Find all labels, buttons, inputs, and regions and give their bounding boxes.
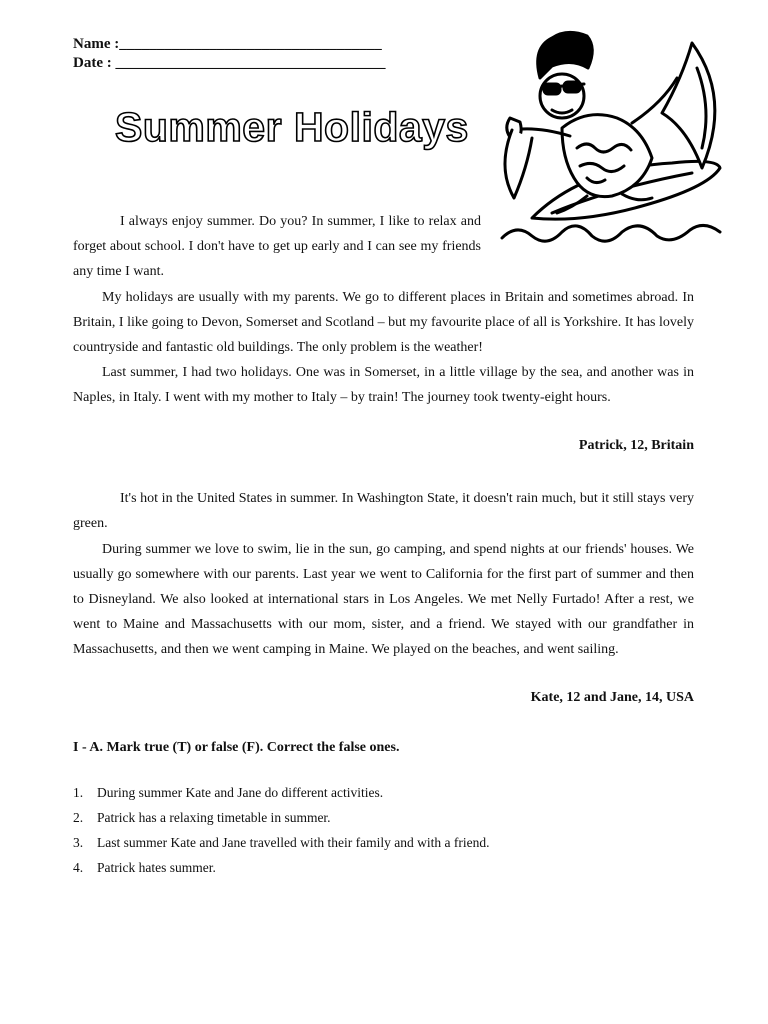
question-number: 1. [73, 785, 84, 800]
question-number: 4. [73, 860, 84, 875]
date-line: Date : ____________________________________ [73, 55, 386, 71]
question-number: 2. [73, 810, 84, 825]
question-text: Patrick has a relaxing timetable in summer. [97, 810, 331, 825]
question-text: During summer Kate and Jane do different activities. [97, 785, 384, 800]
question-list [73, 782, 490, 882]
question-item [73, 782, 490, 807]
question-item [73, 857, 490, 882]
text1-paragraph-1: I always enjoy summer. Do you? In summer, I like to relax and forget about school. I don't have to get up early and I can see my friends any time I want. [73, 214, 481, 279]
text2-signature: Kate, 12 and Jane, 14, USA [530, 690, 694, 705]
text2-paragraph-2: During summer we love to swim, lie in the sun, go camping, and spend nights at our friends' houses. We usually go somewhere with our parents. Last year we went to California for the first part of summer and then to Disneyland. We also looked at international stars in Los Angeles. We met Nelly Furtado! After a rest, we went to Maine and Massachusetts with our mom, sister, and a friend. We stayed with our grandfather in Massachusetts, and then we went camping in Maine. We played on the beaches, and went sailing. [73, 542, 694, 657]
question-number: 3. [73, 835, 84, 850]
text1-paragraph-2: My holidays are usually with my parents. We go to different places in Britain and sometimes abroad. In Britain, I like going to Devon, Somerset and Scotland – but my favourite place of all is Yorkshire. It has lovely countryside and fantastic old buildings. The only problem is the weather! [73, 290, 694, 355]
surfer-illustration [492, 18, 732, 246]
task-heading: I - A. Mark true (T) or false (F). Correct the false ones. [73, 740, 400, 755]
text1-paragraph-3: Last summer, I had two holidays. One was in Somerset, in a little village by the sea, and another was in Naples, in Italy. I went with my mother to Italy – by train! The journey took twenty-eight hours. [73, 365, 694, 405]
text2-paragraph-1: It's hot in the United States in summer. In Washington State, it doesn't rain much, but it still stays very green. [73, 491, 694, 531]
question-item [73, 807, 490, 832]
surfer-illustration-icon [492, 18, 732, 246]
question-text: Last summer Kate and Jane travelled with their family and with a friend. [97, 835, 490, 850]
text1-signature: Patrick, 12, Britain [578, 438, 694, 453]
question-item [73, 832, 490, 857]
question-text: Patrick hates summer. [97, 860, 216, 875]
name-line: Name :___________________________________ [73, 36, 382, 52]
worksheet-title: Summer Holidays [115, 104, 469, 150]
